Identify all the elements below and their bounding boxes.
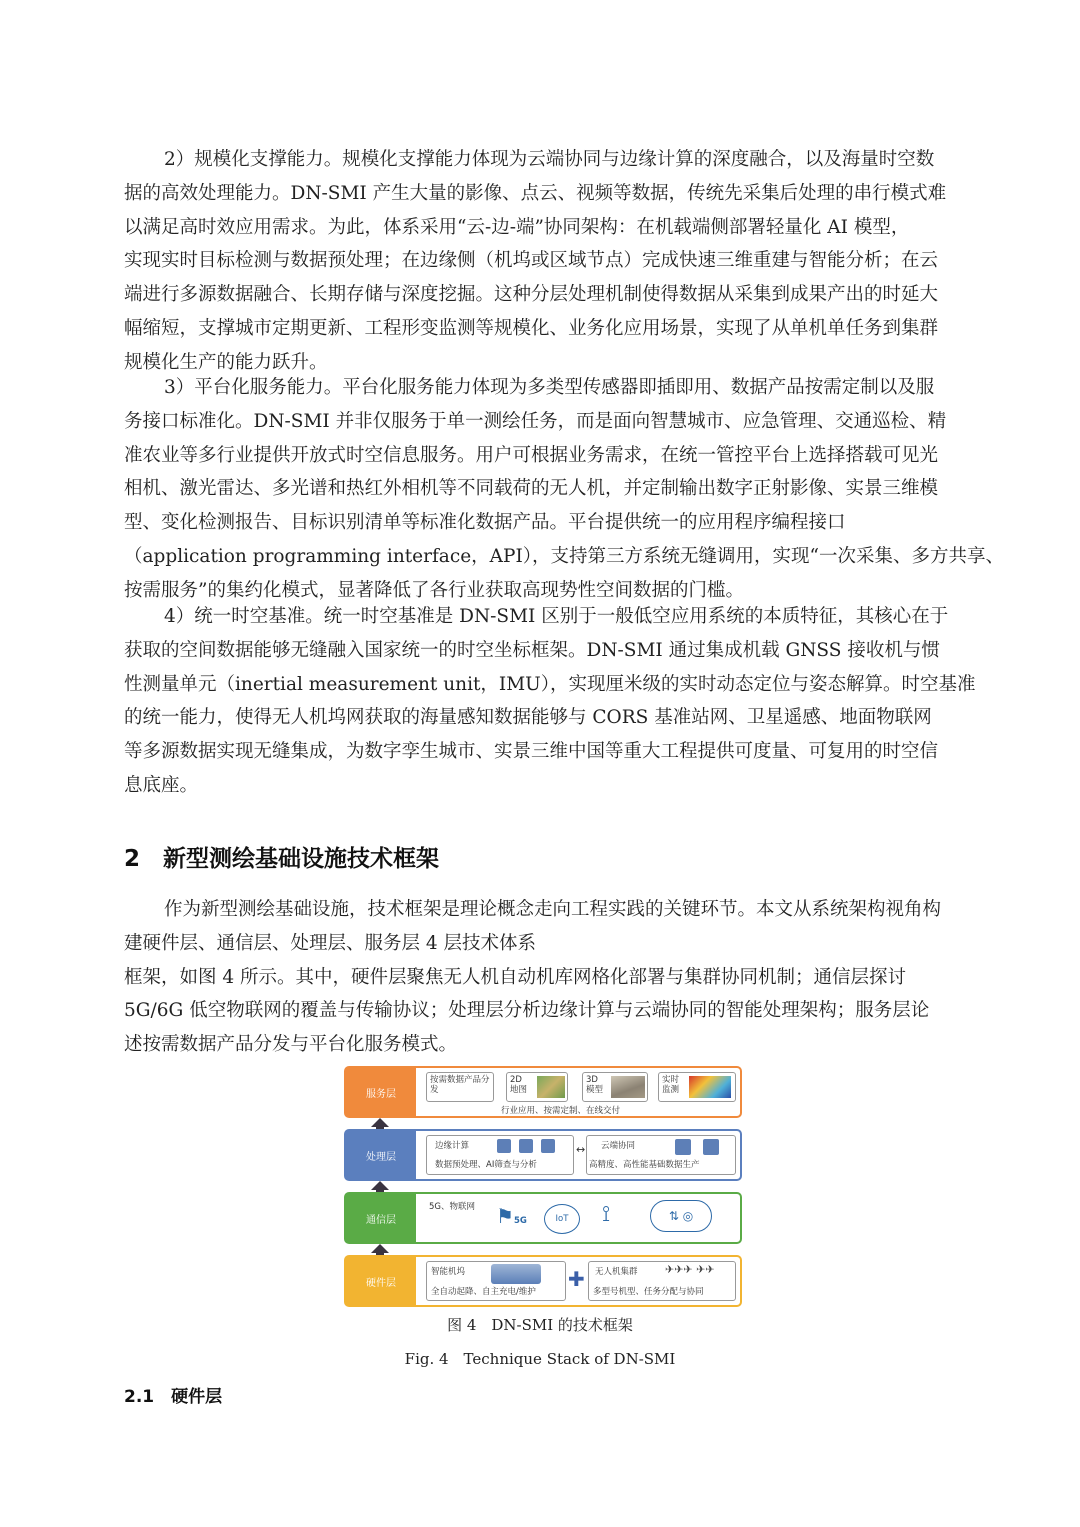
text-line: 建硬件层、通信层、处理层、服务层 4 层技术体系: [124, 932, 537, 954]
datacenter-icon: [703, 1139, 719, 1155]
text-line: 5G/6G 低空物联网的覆盖与传输协议；处理层分析边缘计算与云端协同的智能处理架构；服务层论: [124, 1000, 930, 1022]
text-line: 作为新型测绘基础设施，技术框架是理论概念走向工程实践的关键环节。本文从系统架构视角构: [164, 899, 942, 920]
processing-layer: [344, 1129, 742, 1181]
map-2d-box: [506, 1072, 568, 1102]
cloud-collab-subtitle: 高精度、高性能基础数据生产: [589, 1160, 700, 1170]
text-line: 规模化生产的能力跃升。: [124, 351, 328, 373]
text-line: 幅缩短，支撑城市定期更新、工程形变监测等规模化、业务化应用场景，实现了从单机单任务到集群: [124, 317, 939, 339]
edge-computing-label: 边缘计算: [435, 1141, 470, 1151]
tower-5g-icon: ⚑: [496, 1204, 514, 1228]
on-demand-box: 按需数据产品分发: [426, 1072, 494, 1102]
network-box: 5G、物联网: [426, 1200, 478, 1234]
subsection-heading: 2.1 硬件层: [124, 1387, 223, 1407]
model-3d-label: 3D 模型: [586, 1075, 604, 1095]
service-layer: [344, 1066, 742, 1118]
smart-dock-label: 智能机坞: [431, 1267, 466, 1277]
text-line: 务接口标准化。DN-SMI 并非仅服务于单一测绘任务，而是面向智慧城市、应急管理、交通巡检、精: [124, 410, 947, 432]
figure-tech-stack: [344, 1066, 744, 1307]
text-line: 述按需数据产品分发与平台化服务模式。: [124, 1034, 458, 1056]
server-icon: [497, 1139, 511, 1153]
figure-caption-cn: 图 4 DN-SMI 的技术框架: [447, 1316, 633, 1334]
tower-5g-label: 5G: [514, 1216, 527, 1226]
text-line: 以满足高时效应用需求。为此，体系采用“云-边-端”协同架构：在机载端侧部署轻量化 AI 模型，: [124, 216, 910, 238]
text-line: 息底座。: [124, 774, 199, 796]
paragraph-scalability: [124, 143, 964, 380]
heatmap-icon: [689, 1076, 731, 1098]
plus-icon: ✚: [568, 1267, 585, 1291]
text-line: 实现实时目标检测与数据预处理；在边缘侧（机坞或区域节点）完成快速三维重建与智能分析；在云: [124, 250, 939, 272]
dock-icon: [491, 1264, 541, 1284]
edge-computing-box: [426, 1135, 574, 1175]
drone-swarm-icon: ✈✈✈ ✈✈: [665, 1263, 715, 1276]
edge-computing-subtitle: 数据预处理、AI筛查与分析: [435, 1160, 537, 1170]
text-line: 获取的空间数据能够无缝融入国家统一的时空坐标框架。DN-SMI 通过集成机载 GNSS 接收机与惯: [124, 639, 940, 661]
drone-swarm-subtitle: 多型号机型、任务分配与协同: [593, 1287, 704, 1297]
smart-dock-subtitle: 全自动起降、自主充电/维护: [431, 1287, 536, 1297]
city-model-icon: [611, 1076, 645, 1098]
text-line: （application programming interface，API），支持第三方系统无缝调用，实现“一次采集、多方共享、: [124, 545, 1004, 567]
text-line: 2）规模化支撑能力。规模化支撑能力体现为云端协同与边缘计算的深度融合，以及海量时空数: [164, 149, 935, 170]
server-icon: [541, 1139, 555, 1153]
iot-icon: [544, 1204, 580, 1234]
figure-caption-en: Fig. 4 Technique Stack of DN-SMI: [404, 1350, 676, 1368]
antenna-icon: ⟟: [602, 1202, 611, 1227]
text-line: 型、变化检测报告、目标识别清单等标准化数据产品。平台提供统一的应用程序编程接口: [124, 512, 846, 534]
smart-dock-box: [426, 1261, 566, 1301]
monitoring-label: 实时监测: [662, 1075, 680, 1095]
monitoring-box: [658, 1072, 736, 1102]
cloud-collab-label: 云端协同: [601, 1141, 636, 1151]
communication-layer: [344, 1192, 742, 1244]
processing-layer-label: 处理层: [346, 1131, 416, 1179]
text-line: 据的高效处理能力。DN-SMI 产生大量的影像、点云、视频等数据，传统先采集后处理的串行模式难: [124, 182, 947, 204]
hardware-layer: [344, 1255, 742, 1307]
double-arrow-icon: ↔: [576, 1143, 586, 1156]
communication-layer-label: 通信层: [346, 1194, 416, 1242]
drone-swarm-label: 无人机集群: [595, 1267, 638, 1277]
text-line: 性测量单元（inertial measurement unit，IMU），实现厘米级的实时动态定位与姿态解算。时空基准: [124, 673, 976, 695]
map-thumbnail-icon: [537, 1076, 565, 1098]
map-2d-label: 2D 地图: [510, 1075, 528, 1095]
text-line: 的统一能力，使得无人机坞网获取的海量感知数据能够与 CORS 基准站网、卫星遥感、地面物联网: [124, 707, 932, 729]
iot-label: IoT: [555, 1214, 569, 1224]
paragraph-platform: [124, 371, 1004, 608]
cloud-collab-box: [586, 1135, 736, 1175]
text-line: 框架，如图 4 所示。其中，硬件层聚焦无人机自动机库网格化部署与集群协同机制；通信层探讨: [124, 966, 907, 988]
text-line: 等多源数据实现无缝集成，为数字孪生城市、实景三维中国等重大工程提供可度量、可复用的时空信: [124, 741, 939, 763]
section-heading: 2 新型测绘基础设施技术框架: [124, 846, 440, 872]
hardware-layer-label: 硬件层: [346, 1257, 416, 1305]
server-icon: [519, 1139, 533, 1153]
service-layer-subtitle: 行业应用、按需定制、在线交付: [501, 1106, 621, 1116]
text-line: 准农业等多行业提供开放式时空信息服务。用户可根据业务需求，在统一管控平台上选择搭载可见光: [124, 444, 939, 466]
text-line: 按需服务”的集约化模式，显著降低了各行业获取高现势性空间数据的门槛。: [124, 579, 744, 601]
drone-swarm-box: [588, 1261, 736, 1301]
cloud-transfer-icon: ⇅ ◎: [650, 1200, 712, 1232]
datacenter-icon: [675, 1139, 691, 1155]
paragraph-framework-intro: [124, 893, 964, 1062]
text-line: 3）平台化服务能力。平台化服务能力体现为多类型传感器即插即用、数据产品按需定制以及服: [164, 377, 935, 398]
text-line: 4）统一时空基准。统一时空基准是 DN-SMI 区别于一般低空应用系统的本质特征，其核心在于: [164, 606, 949, 627]
text-line: 端进行多源数据融合、长期存储与深度挖掘。这种分层处理机制使得数据从采集到成果产出的时延大: [124, 284, 939, 306]
model-3d-box: [582, 1072, 648, 1102]
text-line: 相机、激光雷达、多光谱和热红外相机等不同载荷的无人机，并定制输出数字正射影像、实景三维模: [124, 478, 939, 500]
service-layer-label: 服务层: [346, 1068, 416, 1116]
paragraph-spatiotemporal: [124, 600, 976, 803]
